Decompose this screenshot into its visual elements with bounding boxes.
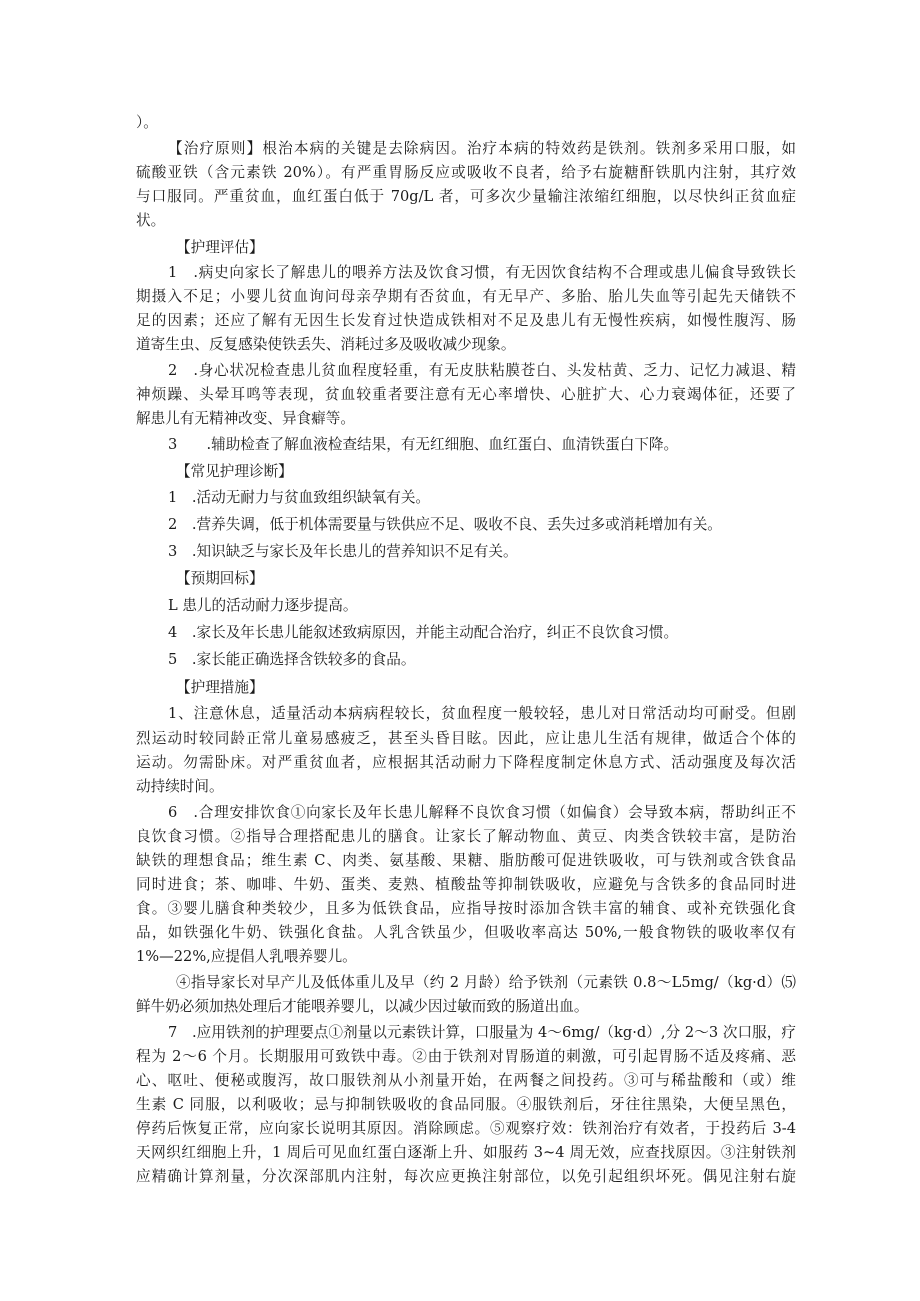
text-line: 2 .营养失调，低于机体需要量与铁供应不足、吸收不良、丢失过多或消耗增加有关。	[168, 516, 722, 533]
text-line: 心、呕吐、便秘或腹泻，故口服铁剂从小剂量开始，在两餐之间投药。③可与稀盐酸和（或）维	[136, 1072, 796, 1089]
text-line: 3 .辅助检查了解血液检查结果，有无红细胞、血红蛋白、血清铁蛋白下降。	[168, 436, 679, 453]
section-heading: 【常见护理诊断】	[176, 463, 293, 480]
section-heading: 【预期回标】	[176, 570, 264, 587]
text-line: 良饮食习惯。②指导合理搭配患儿的膳食。让家长了解动物血、黄豆、肉类含铁较丰富，是防治	[136, 828, 796, 845]
text-line: 状。	[136, 212, 166, 229]
text-line: 神烦躁、头晕耳鸣等表现，贫血较重者要注意有无心率增快、心脏扩大、心力衰竭体征，还要了	[136, 386, 796, 403]
text-line: 2 .身心状况检查患儿贫血程度轻重，有无皮肤粘膜苍白、头发枯黄、乏力、记忆力减退、精	[168, 362, 796, 379]
text-line: 7 .应用铁剂的护理要点①剂量以元素铁计算，口服量为 4～6mg/（kg·d）,分 2～3 次口服，疗	[168, 1024, 796, 1041]
text-line: 动持续时间。	[136, 778, 224, 795]
text-line: 鲜牛奶必须加热处理后才能喂养婴儿，以减少因过敏而致的肠道出血。	[136, 998, 589, 1015]
text-line: ）。	[136, 114, 158, 131]
text-line: 6 .合理安排饮食①向家长及年长患儿解释不良饮食习惯（如偏食）会导致本病，帮助纠正不	[168, 804, 796, 821]
text-line: 天网织红细胞上升，1 周后可见血红蛋白逐渐上升、如服药 3~4 周无效，应查找原因。③注射铁剂	[136, 1144, 796, 1161]
section-heading: 【护理评估】	[176, 239, 264, 256]
text-line: 品，如铁强化牛奶、铁强化食盐。人乳含铁虽少，但吸收率高达 50%,一般食物铁的吸收率仅有	[136, 924, 796, 941]
text-line: 道寄生虫、反复感染使铁丢失、消耗过多及吸收减少现象。	[136, 336, 516, 353]
text-line: 1 .活动无耐力与贫血致组织缺氧有关。	[168, 489, 431, 506]
text-line: 1 .病史向家长了解患儿的喂养方法及饮食习惯，有无因饮食结构不合理或患儿偏食导致铁长	[168, 264, 796, 281]
text-line: 【治疗原则】根治本病的关键是去除病因。治疗本病的特效药是铁剂。铁剂多采用口服，如	[168, 140, 796, 157]
text-line: 期摄入不足；小婴儿贫血询问母亲孕期有否贫血，有无早产、多胎、胎儿失血等引起先天储铁不	[136, 288, 796, 305]
text-line: ④指导家长对早产儿及低体重儿及早（约 2 月龄）给予铁剂（元素铁 0.8～L5mg/（kg·d）⑸	[176, 974, 796, 991]
text-line: 同时进食；茶、咖啡、牛奶、蛋类、麦熟、植酸盐等抑制铁吸收，应避免与含铁多的食品同时进	[136, 876, 796, 893]
text-line: 停药后恢复正常，应向家长说明其原因。消除顾虑。⑤观察疗效：铁剂治疗有效者，于投药后 3-4	[136, 1120, 796, 1137]
text-line: 5 .家长能正确选择含铁较多的食品。	[168, 651, 416, 668]
text-line: 足的因素；还应了解有无因生长发育过快造成铁相对不足及患儿有无慢性疾病，如慢性腹泻、肠	[136, 312, 796, 329]
text-line: 解患儿有无精神改变、异食癖等。	[136, 410, 355, 427]
text-line: 应精确计算剂量，分次深部肌内注射，每次应更换注射部位，以免引起组织坏死。偶见注射右旋	[136, 1168, 796, 1185]
text-line: 4 .家长及年长患儿能叙述致病原因，并能主动配合治疗，纠正不良饮食习惯。	[168, 624, 679, 641]
text-line: 缺铁的理想食品；维生素 C、肉类、氨基酸、果糖、脂肪酸可促进铁吸收，可与铁剂或含铁食品	[136, 852, 796, 869]
text-line: 程为 2～6 个月。长期服用可致铁中毒。②由于铁剂对胃肠道的刺激，可引起胃肠不适及疼痛、恶	[136, 1048, 796, 1065]
text-line: 与口服同。严重贫血，血红蛋白低于 70g/L 者，可多次少量输注浓缩红细胞，以尽快纠正贫血症	[136, 188, 796, 205]
text-line: 硫酸亚铁（含元素铁 20%）。有严重胃肠反应或吸收不良者，给予右旋糖酐铁肌内注射，其疗效	[136, 164, 796, 181]
text-line: 烈运动时较同龄正常儿童易感疲乏，甚至头昏目眩。因此，应让患儿生活有规律，做适合个体的	[136, 730, 796, 747]
section-heading: 【护理措施】	[176, 679, 264, 696]
text-line: 1%—22%,应提倡人乳喂养婴儿。	[136, 948, 357, 965]
text-line: 运动。勿需卧床。对严重贫血者，应根据其活动耐力下降程度制定休息方式、活动强度及每次活	[136, 754, 796, 771]
text-line: 3 .知识缺乏与家长及年长患儿的营养知识不足有关。	[168, 543, 518, 560]
text-line: 食。③婴儿膳食种类较少，且多为低铁食品，应指导按时添加含铁丰富的辅食、或补充铁强化食	[136, 900, 796, 917]
text-line: 1、注意休息，适量活动本病病程较长，贫血程度一般较轻，患儿对日常活动均可耐受。但剧	[168, 705, 796, 722]
text-line: L 患儿的活动耐力逐步提高。	[168, 597, 358, 614]
text-line: 生素 C 同服，以利吸收；忌与抑制铁吸收的食品同服。④服铁剂后，牙往往黑染，大便呈黑色，	[136, 1096, 796, 1113]
